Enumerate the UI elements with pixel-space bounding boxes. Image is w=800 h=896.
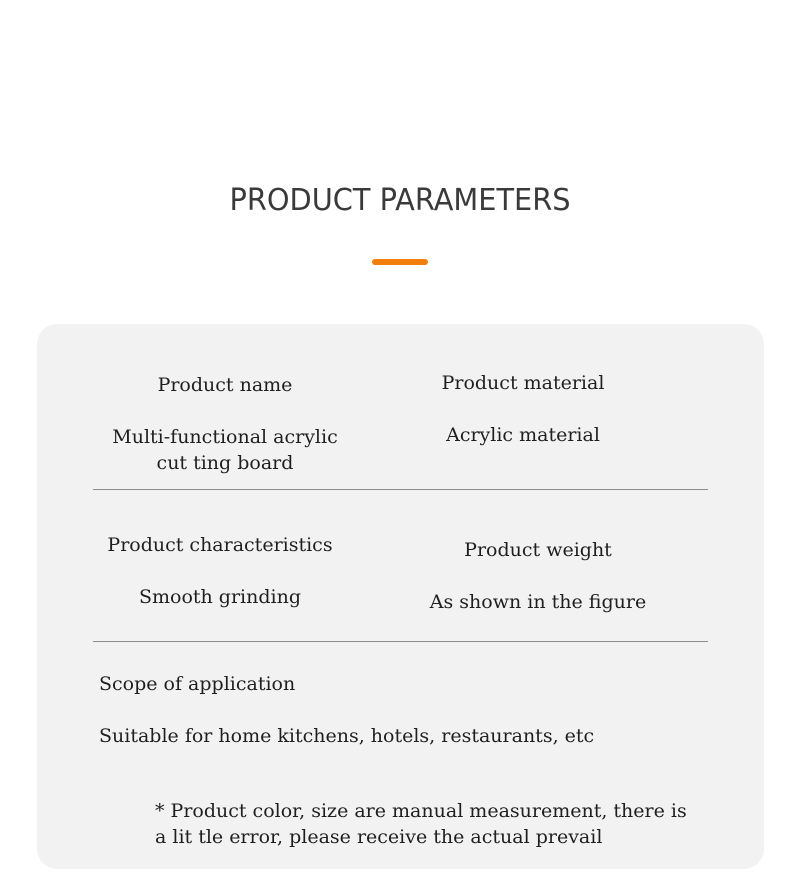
product-name-label: Product name [157,374,293,396]
page-title: PRODUCT PARAMETERS [229,183,571,218]
product-name-value: Multi-functional acrylic cut ting board [112,426,338,474]
product-weight-label: Product weight [464,539,612,561]
row-divider-2 [93,641,708,642]
scope-of-application-label: Scope of application [99,673,296,695]
measurement-note: * Product color, size are manual measurement, there is a lit tle error, please receive the actual prevail [155,800,687,848]
scope-of-application-value: Suitable for home kitchens, hotels, restaurants, etc [99,725,595,747]
product-weight-value: As shown in the figure [429,591,647,613]
parameters-card [37,324,764,869]
row-divider-1 [93,489,708,490]
product-material-value: Acrylic material [446,424,600,446]
product-characteristics-label: Product characteristics [107,534,333,556]
title-accent-bar [372,259,428,265]
product-characteristics-value: Smooth grinding [138,586,302,608]
product-material-label: Product material [441,372,605,394]
